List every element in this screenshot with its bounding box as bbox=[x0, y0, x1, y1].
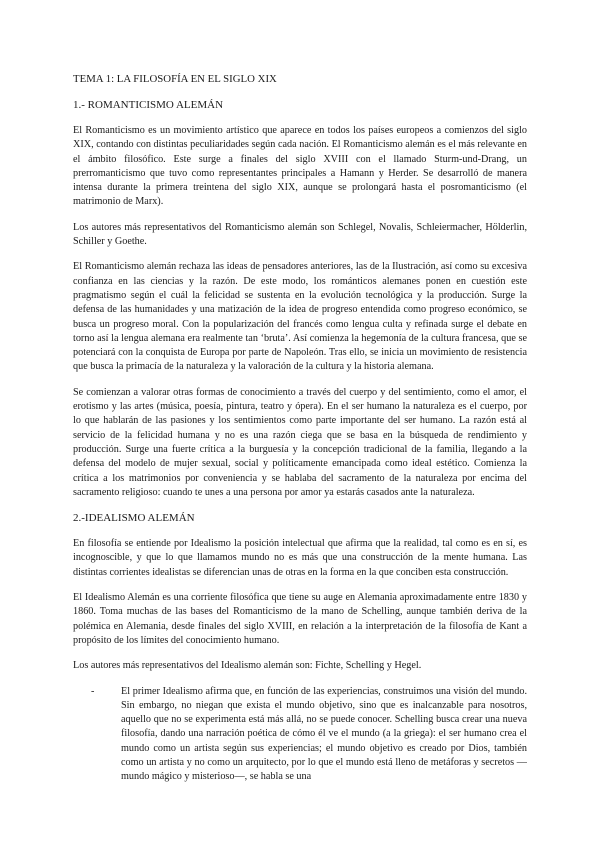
document-body bbox=[73, 72, 527, 785]
paragraph: El Romanticismo alemán rechaza las ideas de pensadores anteriores, las de la Ilustración, así como su excesiva confianza en las ciencias y la razón. De este modo, los románticos alemanes ponen en cuestión este pragmatismo según el cuál la felicidad se sustenta en la evolución tecnológica y la producción. Surge la defensa de las humanidades y una matización de la idea de progreso entendida como progreso económico, se busca un progreso moral. Con la popularización del francés como lengua culta y refinada surge el debate en torno así la lengua alemana era realmente tan ‘bruta’. Así comienza la hegemonía de la cultura francesa, que se potenciará con la conquista de Europa por parte de Napoleón. Tras ello, se inicia un movimiento de resistencia que busca la primacía de la naturaleza y la valoración de la cultura y la historia alemana. bbox=[73, 261, 527, 373]
paragraph: Los autores más representativos del Romanticismo alemán son Schlegel, Novalis, Schleiermacher, Hölderlin, Schiller y Goethe. bbox=[73, 221, 527, 248]
section-heading-idealismo: 2.-IDEALISMO ALEMÁN bbox=[73, 512, 195, 525]
paragraph: Se comienzan a valorar otras formas de conocimiento a través del cuerpo y del sentimiento, como el amor, el erotismo y las artes (música, poesía, pintura, teatro y ópera). En el ser humano la naturaleza es el cuerpo, por lo que hablarán de las pasiones y los sentimientos como parte importante del ser humano. La razón está al servicio de la felicidad humana y no es una razón ciega que se basa en la búsqueda de rendimiento y producción. Surge una fuerte crítica a la burguesía y la concepción tradicional de la familia, llegando a la defensa del modelo de mujer sexual, social y políticamente emancipada como ideal estético. Comienza la crítica a los matrimonios por conveniencia y se hablaba del sacramento de la naturaleza por encima del sacramento religioso: cuando te unes a una persona por amor ya estarás casados ante la naturaleza. bbox=[73, 386, 527, 498]
list-item bbox=[91, 685, 527, 785]
paragraph: El Idealismo Alemán es una corriente filosófica que tiene su auge en Alemania aproximadamente entre 1830 y 1860. Toma muchas de las bases del Romanticismo de la mano de Schelling, aunque también deriva de la polémica en Alemania, desde finales del siglo XVIII, en relación a la interpretación de la filosofía de Kant a propósito de los límites del conocimiento humano. bbox=[73, 592, 527, 646]
dash-bullet: - bbox=[91, 685, 95, 697]
dash-list bbox=[73, 685, 527, 785]
document-title: TEMA 1: LA FILOSOFÍA EN EL SIGLO XIX bbox=[73, 73, 277, 85]
list-item-text: El primer Idealismo afirma que, en función de las experiencias, construimos una visión del mundo. Sin embargo, no niegan que exista el mundo objetivo, sino que es inalcanzable para nosotros, aquello que no se experimenta está más allá, no se puede conocer. Schelling busca crear una nueva filosofía, dando una narración poética de cómo él ve el mundo (a la griega): el ser humano crea el mundo como un artista según sus experiencias; el mundo objetivo es creado por Dios, también como un artista y no como un arquitecto, por lo que el mundo está lleno de metáforas y secretos —mundo mágico y misterioso—, se habla se una bbox=[121, 685, 527, 783]
section-heading-romanticismo: 1.- ROMANTICISMO ALEMÁN bbox=[73, 99, 224, 111]
paragraph: Los autores más representativos del Idealismo alemán son: Fichte, Schelling y Hegel. bbox=[73, 660, 422, 672]
paragraph: En filosofía se entiende por Idealismo la posición intelectual que afirma que la realidad, tal como es en sí, es incognoscible, y que lo que llamamos mundo no es más que una construcción de la mente humana. Las distintas corrientes idealistas se diferencian unas de otras en la forma en la que conciben esta construcción. bbox=[73, 538, 527, 578]
paragraph: El Romanticismo es un movimiento artístico que aparece en todos los países europeos a comienzos del siglo XIX, contando con distintas peculiaridades según cada nación. El Romanticismo alemán es el más relevante en el ámbito filosófico. Este surge a finales del siglo XVIII con el llamado Sturm-und-Drang, un prerromanticismo que tuvo como representantes principales a Hamann y Herder. Se desarrolló de manera intensa durante la primera treintena del siglo XIX, aunque se prolongará hasta el posromanticismo (el matrimonio de Marx). bbox=[73, 125, 527, 208]
